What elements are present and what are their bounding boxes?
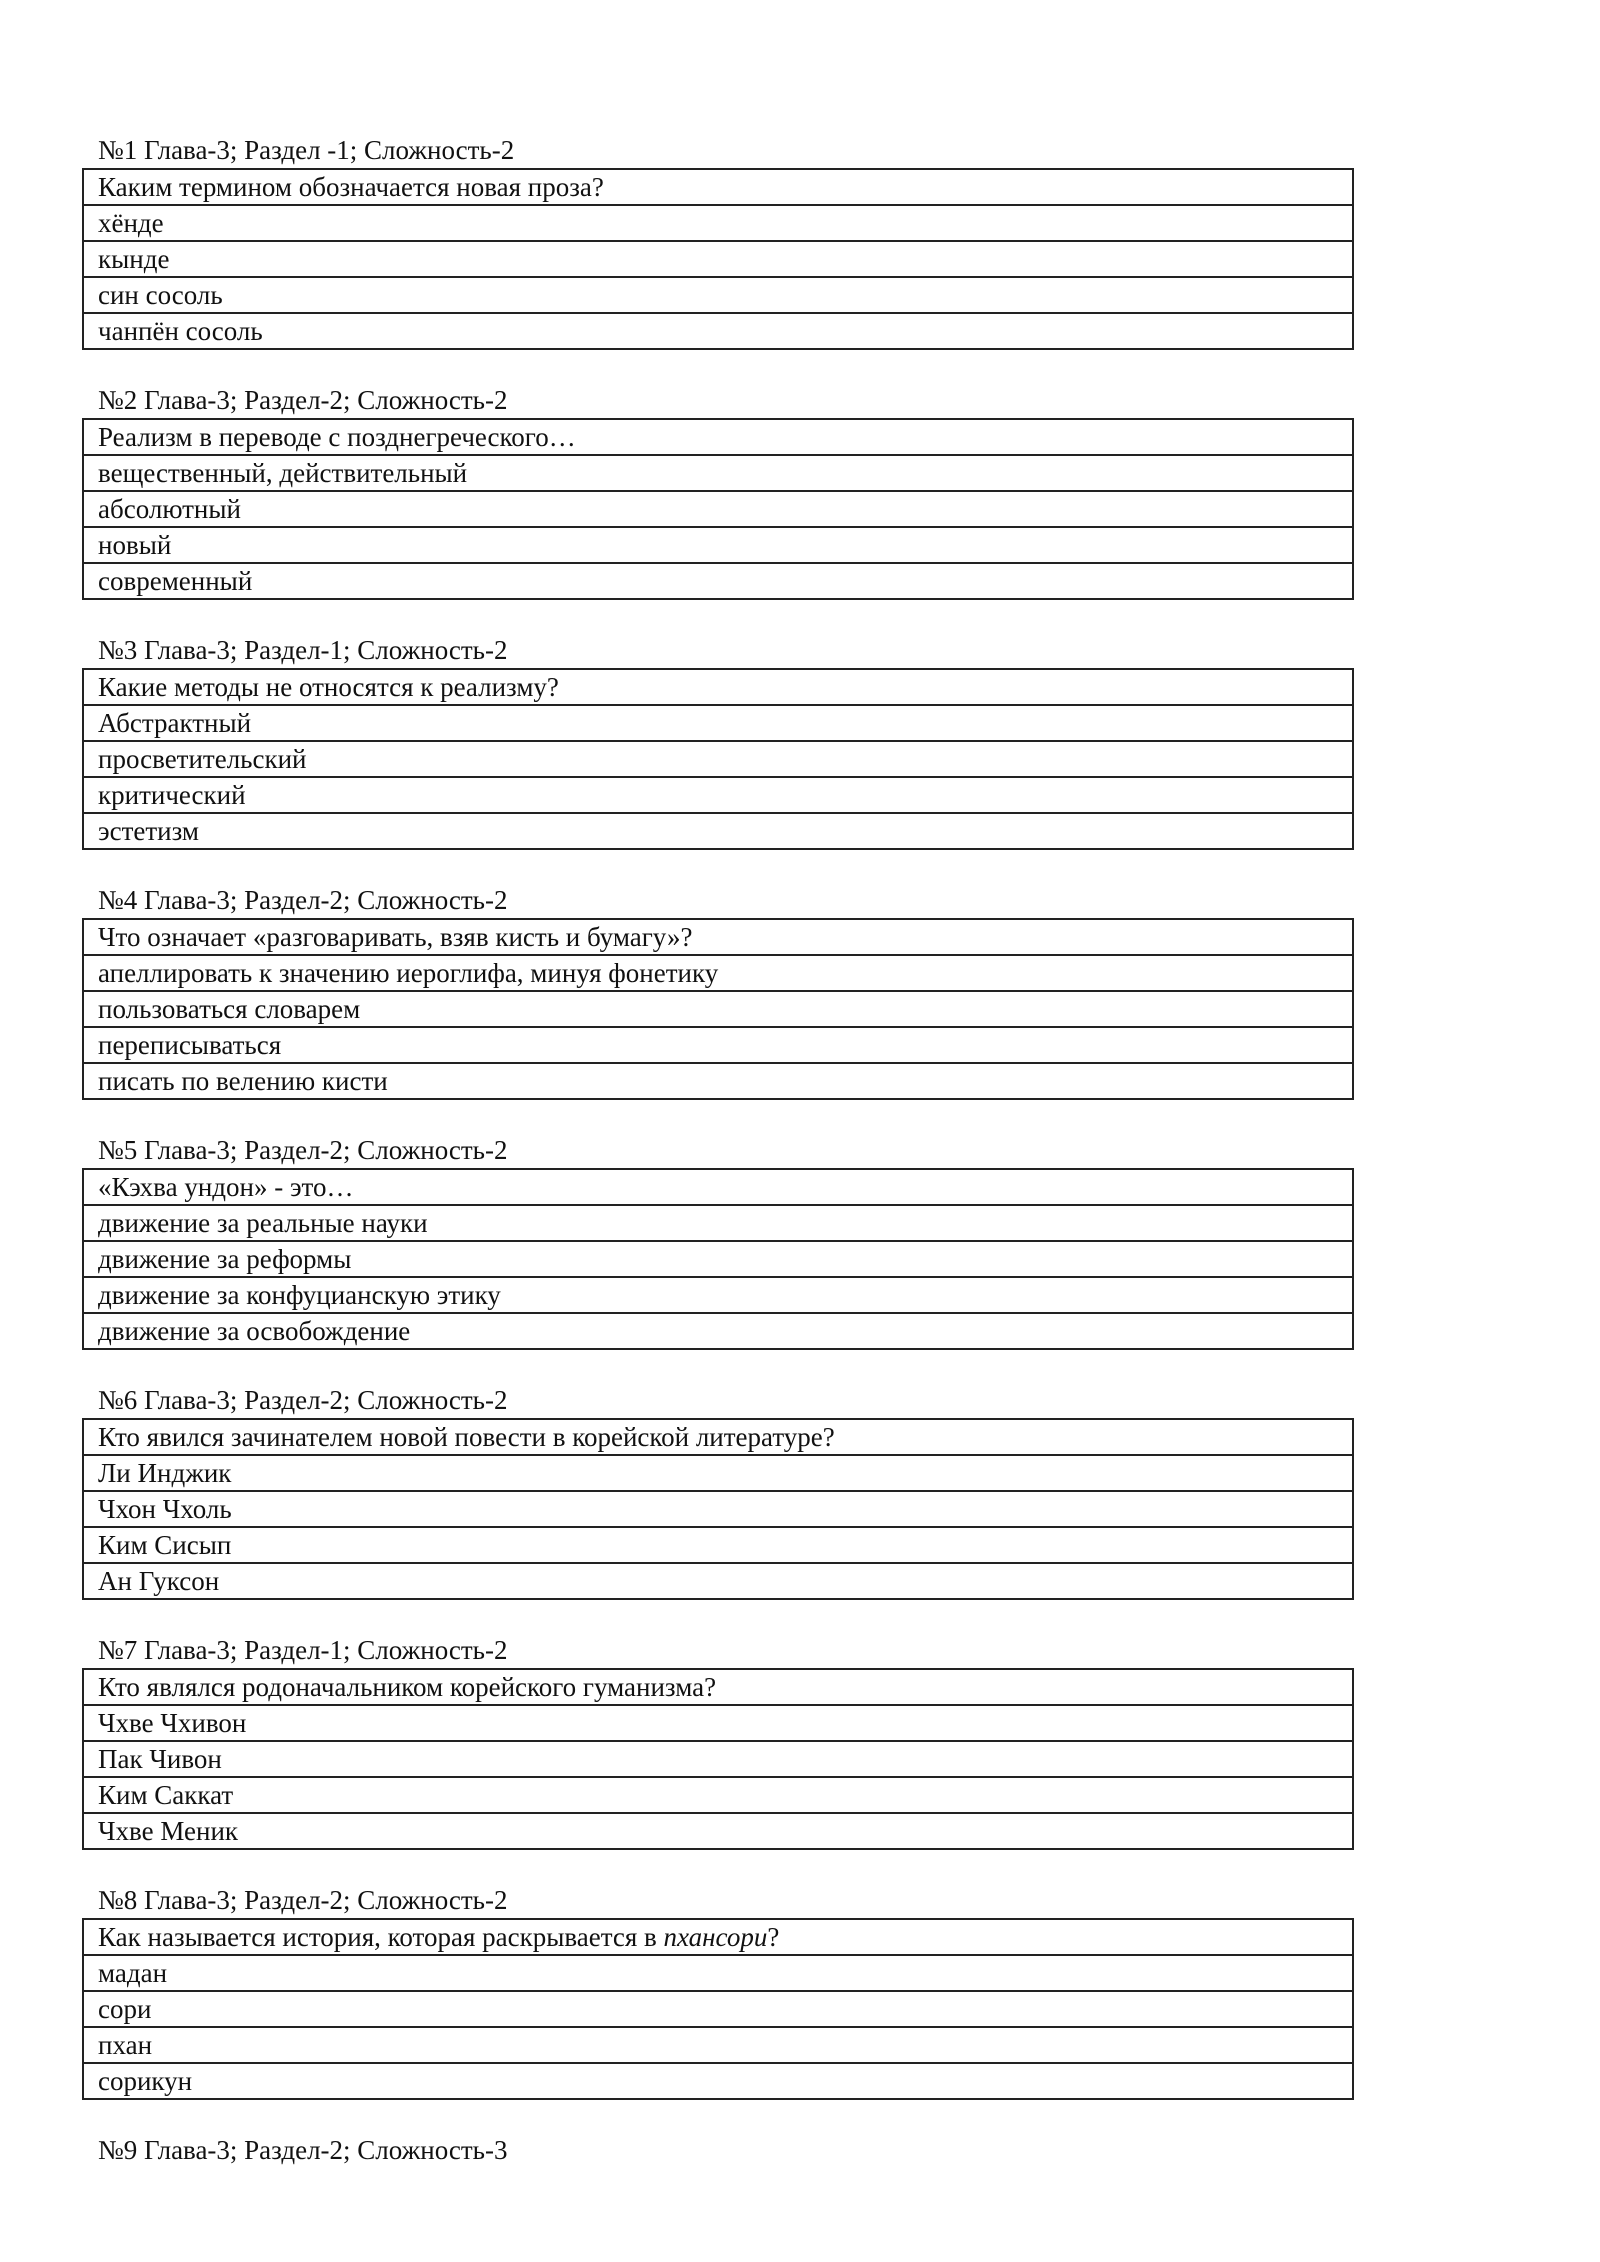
- answer-option: Чхве Меник: [83, 1813, 1353, 1849]
- answer-option: вещественный, действительный: [83, 455, 1353, 491]
- question-table: [82, 1168, 1354, 1350]
- answer-option: хёнде: [83, 205, 1353, 241]
- question-block-9: [82, 2132, 1354, 2168]
- answer-option: чанпён сосоль: [83, 313, 1353, 349]
- question-text: Каким термином обозначается новая проза?: [83, 169, 1353, 205]
- question-heading: №3 Глава-3; Раздел-1; Сложность-2: [98, 635, 508, 665]
- answer-option: движение за реальные науки: [83, 1205, 1353, 1241]
- question-heading: №5 Глава-3; Раздел-2; Сложность-2: [98, 1135, 508, 1165]
- answer-option: син сосоль: [83, 277, 1353, 313]
- answer-option: абсолютный: [83, 491, 1353, 527]
- question-table: [82, 1418, 1354, 1600]
- question-block-2: [82, 382, 1354, 600]
- answer-option: эстетизм: [83, 813, 1353, 849]
- answer-option: пхан: [83, 2027, 1353, 2063]
- answer-option: сорикун: [83, 2063, 1353, 2099]
- question-text: [83, 1919, 1353, 1955]
- answer-option: движение за реформы: [83, 1241, 1353, 1277]
- question-heading: №7 Глава-3; Раздел-1; Сложность-2: [98, 1635, 508, 1665]
- answer-option: Чхон Чхоль: [83, 1491, 1353, 1527]
- answer-option: писать по велению кисти: [83, 1063, 1353, 1099]
- question-text: «Кэхва ундон» - это…: [83, 1169, 1353, 1205]
- question-heading: №2 Глава-3; Раздел-2; Сложность-2: [98, 385, 508, 415]
- question-table: [82, 668, 1354, 850]
- question-block-4: [82, 882, 1354, 1100]
- answer-option: пользоваться словарем: [83, 991, 1353, 1027]
- question-heading: №6 Глава-3; Раздел-2; Сложность-2: [98, 1385, 508, 1415]
- answer-option: Чхве Чхивон: [83, 1705, 1353, 1741]
- question-text: Кто явился зачинателем новой повести в корейской литературе?: [83, 1419, 1353, 1455]
- answer-option: кынде: [83, 241, 1353, 277]
- question-heading: №8 Глава-3; Раздел-2; Сложность-2: [98, 1885, 508, 1915]
- question-heading: №9 Глава-3; Раздел-2; Сложность-3: [98, 2135, 508, 2165]
- question-block-3: [82, 632, 1354, 850]
- answer-option: Ким Сисып: [83, 1527, 1353, 1563]
- question-block-6: [82, 1382, 1354, 1600]
- question-table: [82, 168, 1354, 350]
- answer-option: апеллировать к значению иероглифа, минуя фонетику: [83, 955, 1353, 991]
- answer-option: новый: [83, 527, 1353, 563]
- document-page: [82, 132, 1354, 2168]
- answer-option: Пак Чивон: [83, 1741, 1353, 1777]
- question-block-8: [82, 1882, 1354, 2100]
- answer-option: переписываться: [83, 1027, 1353, 1063]
- question-text: Кто являлся родоначальником корейского гуманизма?: [83, 1669, 1353, 1705]
- question-text-emphasis: пхансори: [663, 1922, 768, 1952]
- answer-option: Абстрактный: [83, 705, 1353, 741]
- question-text: Реализм в переводе с позднегреческого…: [83, 419, 1353, 455]
- answer-option: Ли Инджик: [83, 1455, 1353, 1491]
- answer-option: Ан Гуксон: [83, 1563, 1353, 1599]
- question-heading: №1 Глава-3; Раздел -1; Сложность-2: [98, 135, 515, 165]
- answer-option: движение за конфуцианскую этику: [83, 1277, 1353, 1313]
- question-text: Что означает «разговаривать, взяв кисть и бумагу»?: [83, 919, 1353, 955]
- question-table: [82, 918, 1354, 1100]
- question-text-end: ?: [767, 1922, 780, 1952]
- question-block-1: [82, 132, 1354, 350]
- question-text-start: Как называется история, которая раскрывается в: [98, 1922, 664, 1952]
- answer-option: современный: [83, 563, 1353, 599]
- question-table: [82, 1918, 1354, 2100]
- answer-option: просветительский: [83, 741, 1353, 777]
- question-block-7: [82, 1632, 1354, 1850]
- question-table: [82, 1668, 1354, 1850]
- answer-option: движение за освобождение: [83, 1313, 1353, 1349]
- question-text: Какие методы не относятся к реализму?: [83, 669, 1353, 705]
- question-heading: №4 Глава-3; Раздел-2; Сложность-2: [98, 885, 508, 915]
- answer-option: Ким Саккат: [83, 1777, 1353, 1813]
- answer-option: сори: [83, 1991, 1353, 2027]
- question-table: [82, 418, 1354, 600]
- answer-option: критический: [83, 777, 1353, 813]
- question-block-5: [82, 1132, 1354, 1350]
- answer-option: мадан: [83, 1955, 1353, 1991]
